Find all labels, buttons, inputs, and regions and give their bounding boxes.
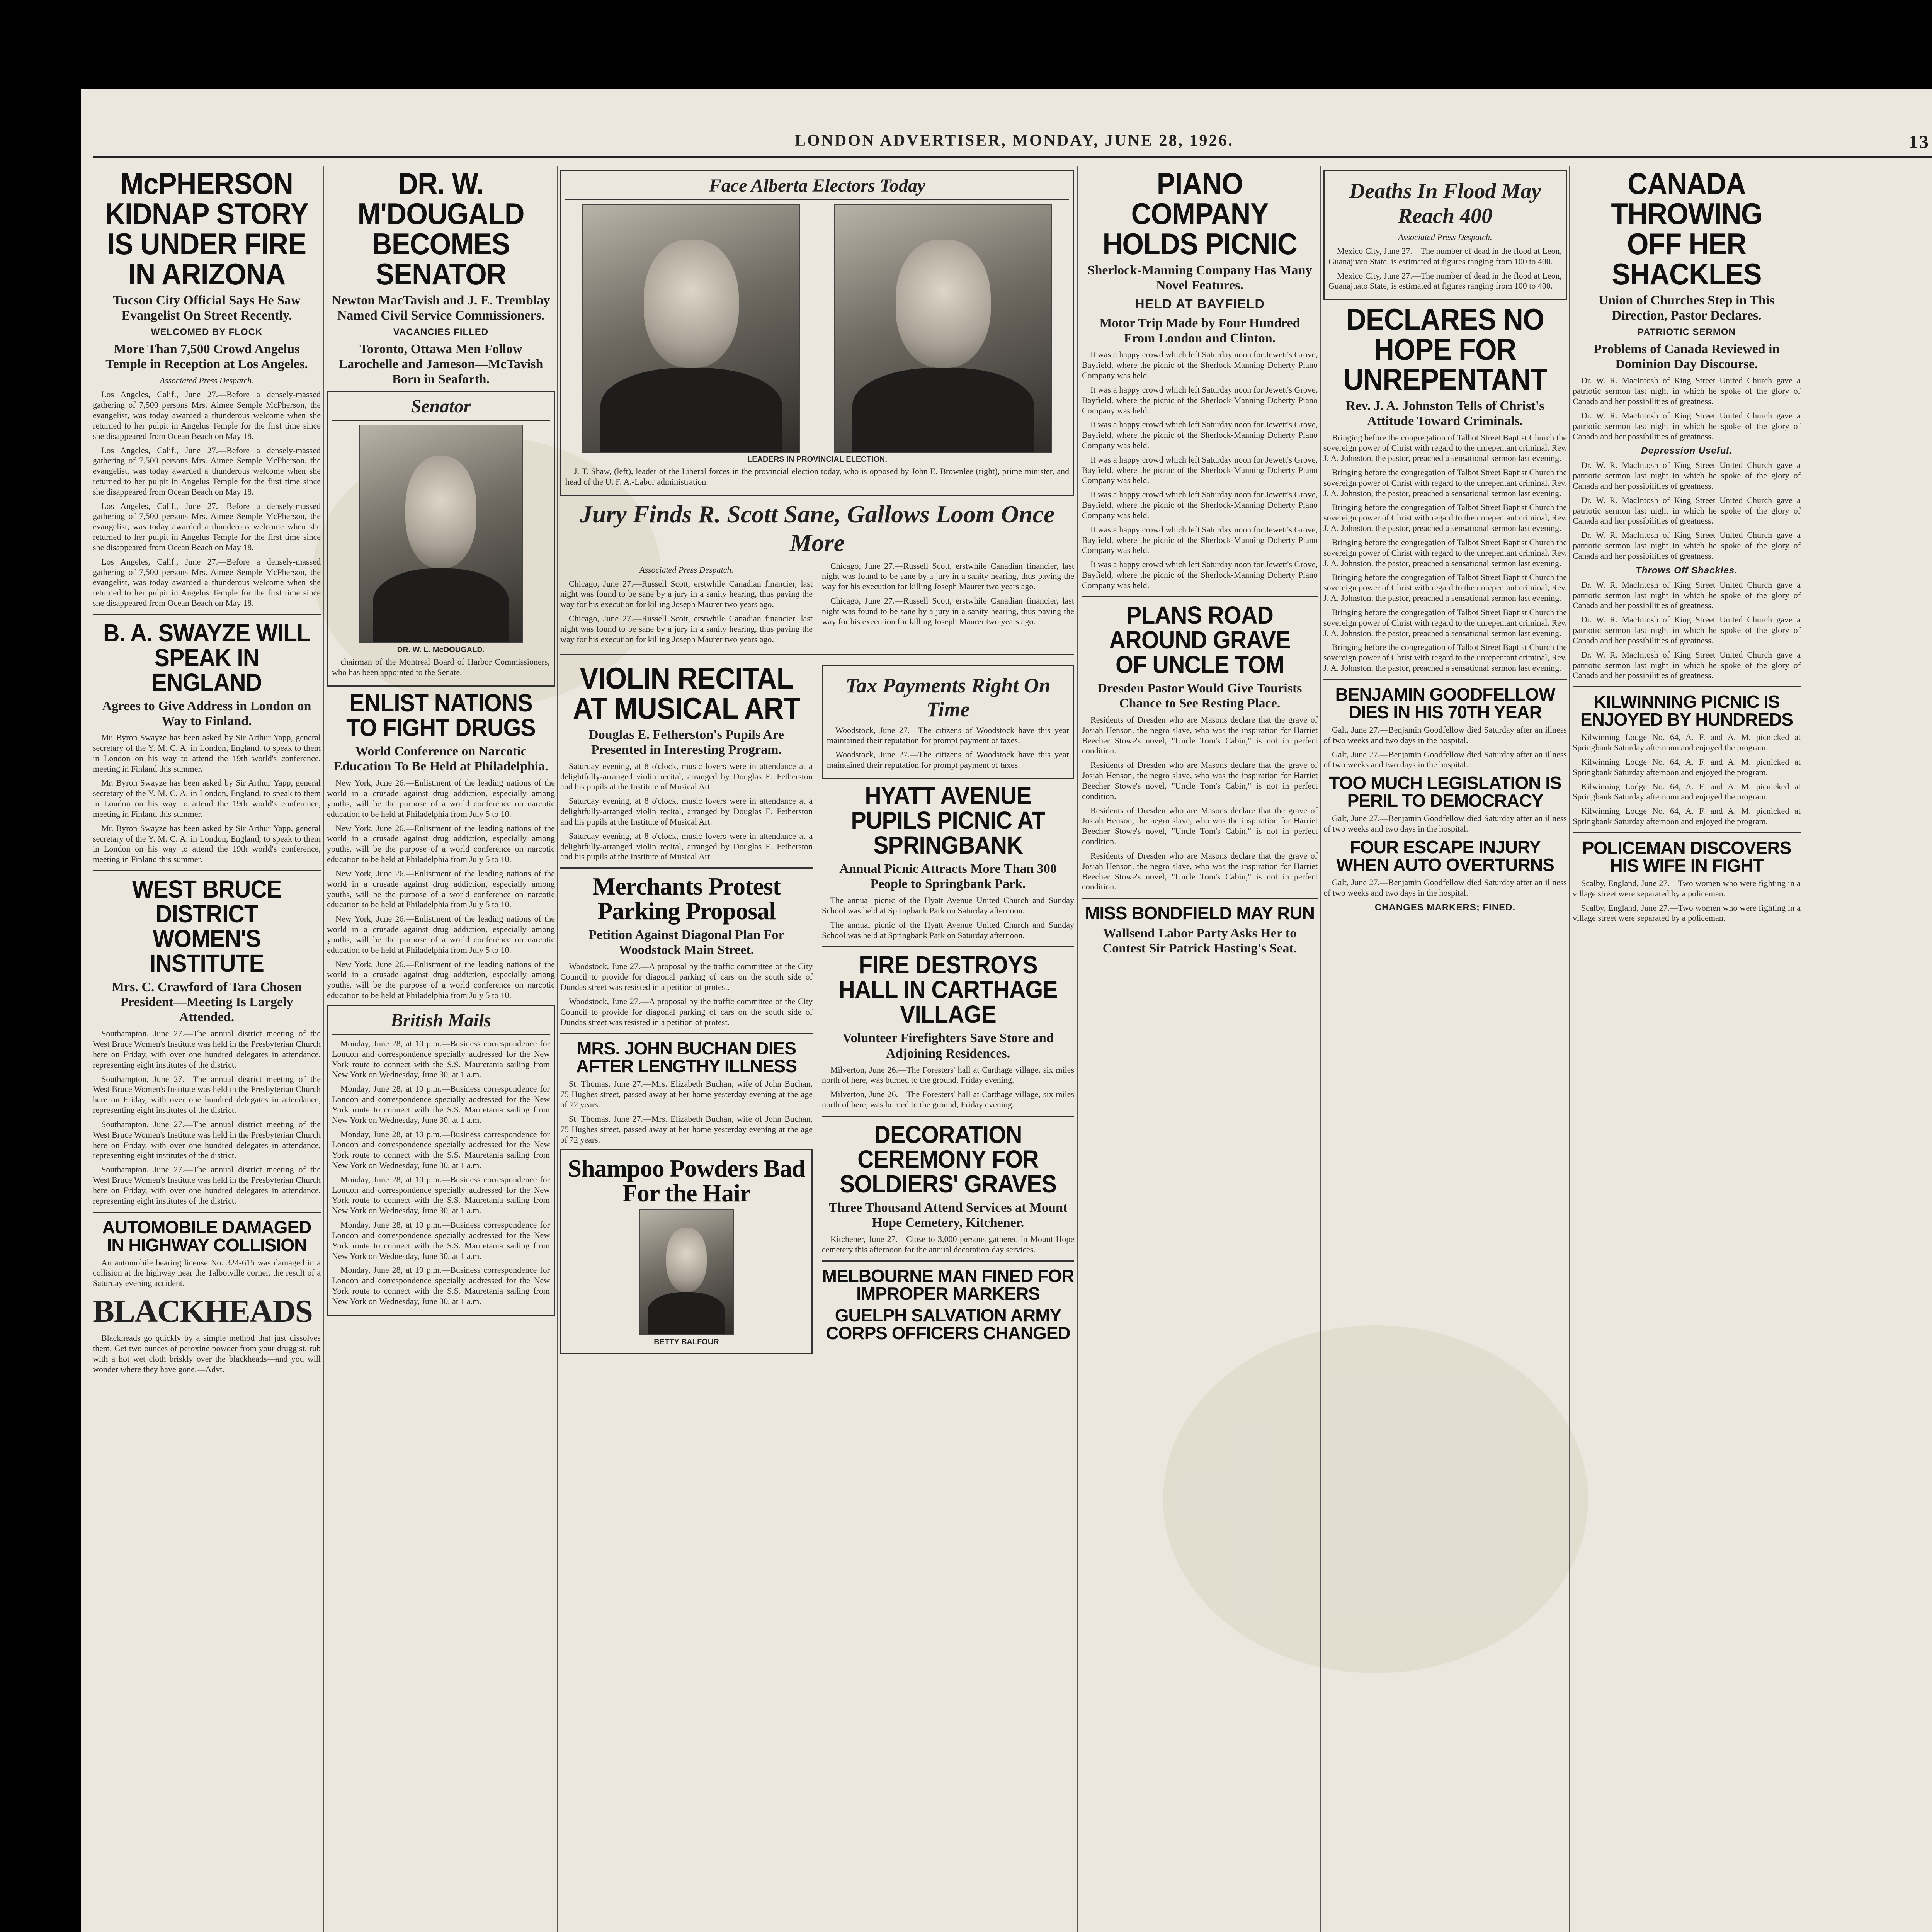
headline-swayze: B. A. SWAYZE WILL SPEAK IN ENGLAND (103, 619, 311, 696)
article-body: Kilwinning Lodge No. 64, A. F. and A. M. picnicked at Springbank Saturday afternoon and enjoyed the program. (1573, 757, 1801, 777)
column-6 (1323, 166, 1567, 1932)
article-body: Milverton, June 26.—The Foresters' hall at Carthage village, six miles north of here, was burned to the ground, Friday evening. (822, 1065, 1074, 1085)
column-7 (1573, 166, 1801, 1932)
headline-mcpherson: McPHERSON KIDNAP STORY IS UNDER FIRE IN ARIZONA (105, 167, 308, 291)
masthead-title: LONDON ADVERTISER, MONDAY, JUNE 28, 1926. (794, 132, 1234, 150)
headline-buchan: MRS. JOHN BUCHAN DIES AFTER LENGTHY ILLNESS (576, 1038, 797, 1077)
flood-box (1323, 170, 1567, 300)
headline-merchants: Merchants Protest Parking Proposal (592, 872, 781, 925)
article-body: New York, June 26.—Enlistment of the leading nations of the world in a crusade against drug addiction, especially among youths, will be the purpose of a world conference on narcotic education to be held at Philadelphia from July 5 to 10. (327, 823, 555, 864)
article-body: Dr. W. R. MacIntosh of King Street United Church gave a patriotic sermon last night in which he spoke of the glory of Canada and her possibilities of greatness. (1573, 580, 1801, 611)
article-body: Galt, June 27.—Benjamin Goodfellow died Saturday after an illness of two weeks and two days in the hospital. (1323, 877, 1567, 898)
article-body: Saturday evening, at 8 o'clock, music lovers were in attendance at a delightfully-arranged violin recital, arranged by Douglas E. Fetherston and his pupils at the Institute of Musical Art. (560, 761, 813, 792)
photo-text: chairman of the Montreal Board of Harbor Commissioners, who has been appointed to the Senate. (332, 657, 550, 677)
alberta-photos (565, 204, 1069, 453)
column-rule (323, 166, 324, 1932)
divider (822, 946, 1074, 947)
ad-blackheads-title: BLACKHEADS (93, 1293, 313, 1330)
article-body: Galt, June 27.—Benjamin Goodfellow died Saturday after an illness of two weeks and two days in the hospital. (1323, 724, 1567, 745)
article-body: Residents of Dresden who are Masons declare that the grave of Josiah Henson, the negro slave, who was the inspiration for Harriet Beecher Stowe's novel, "Uncle Tom's Cabin," is not in perfect condition. (1082, 714, 1318, 756)
divider (93, 614, 321, 615)
byline: Associated Press Despatch. (639, 565, 733, 575)
article-body: New York, June 26.—Enlistment of the leading nations of the world in a crusade against drug addiction, especially among youths, will be the purpose of a world conference on narcotic education to be held at Philadelphia from July 5 to 10. (327, 778, 555, 819)
headline-uncle-tom: PLANS ROAD AROUND GRAVE OF UNCLE TOM (1109, 601, 1291, 679)
alberta-caption: LEADERS IN PROVINCIAL ELECTION. (747, 455, 887, 464)
subhead-throws-off: Throws Off Shackles. (1636, 565, 1738, 576)
headline-fire: FIRE DESTROYS HALL IN CARTHAGE VILLAGE (838, 951, 1058, 1029)
article-body: Bringing before the congregation of Talbot Street Baptist Church the sovereign power of Christ with regard to the unrepentant criminal, Rev. J. A. Johnston, the pastor, preached a sensational sermon last evening. (1323, 572, 1567, 603)
scott-article (560, 561, 1074, 649)
mails-body: Monday, June 28, at 10 p.m.—Business correspondence for London and correspondence specially addressed for the New York route to connect with the S.S. Mauretania sailing from New York on Wednesday, June 30, at 1 a.m. (332, 1220, 550, 1261)
deck-merchants: Petition Against Diagonal Plan For Woodstock Main Street. (588, 928, 784, 957)
portrait-face (896, 240, 991, 368)
betty-balfour-caption: BETTY BALFOUR (654, 1338, 719, 1347)
masthead (81, 131, 1932, 155)
subhead-welcomed: WELCOMED BY FLOCK (151, 327, 263, 338)
photo-box-senator (327, 391, 555, 687)
deck2-mcdougald: Toronto, Ottawa Men Follow Larochelle and Jameson—McTavish Born in Seaforth. (338, 342, 543, 387)
lower-wide-section (560, 661, 1074, 1358)
portrait-shoulders (373, 568, 509, 642)
ad-blackheads-body: Blackheads go quickly by a simple method that just dissolves them. Get two ounces of peroxine powder from your druggist, rub with a hot wet cloth briskly over the blackheads—and you will wonder where they have gone.—Advt. (93, 1333, 321, 1374)
british-mails-box (327, 1005, 555, 1316)
headline-legislation: TOO MUCH LEGISLATION IS PERIL TO DEMOCRACY (1329, 773, 1561, 811)
headline-goodfellow: BENJAMIN GOODFELLOW DIES IN HIS 70TH YEAR (1335, 684, 1555, 722)
deck-west-bruce: Mrs. C. Crawford of Tara Chosen President—Meeting Is Largely Attended. (111, 980, 302, 1025)
article-body: It was a happy crowd which left Saturday noon for Jewett's Grove, Bayfield, where the picnic of the Sherlock-Manning Doherty Piano Company was held. (1082, 420, 1318, 450)
headline-markers: CHANGES MARKERS; FINED. (1374, 902, 1516, 913)
article-body: Chicago, June 27.—Russell Scott, erstwhile Canadian financier, last night was found to be sane by a jury in a sanity hearing, thus paving the way for his execution for killing Joseph Maurer two years ago. (560, 578, 813, 609)
subhead-bayfield: HELD AT BAYFIELD (1135, 297, 1265, 312)
mails-body: Monday, June 28, at 10 p.m.—Business correspondence for London and correspondence specially addressed for the New York route to connect with the S.S. Mauretania sailing from New York on Wednesday, June 30, at 1 a.m. (332, 1265, 550, 1306)
article-body: Dr. W. R. MacIntosh of King Street United Church gave a patriotic sermon last night in which he spoke of the glory of Canada and her possibilities of greatness. (1573, 495, 1801, 526)
deck-mcpherson: Tucson City Official Says He Saw Evangelist On Street Recently. (113, 293, 301, 323)
headline-piano: PIANO COMPANY HOLDS PICNIC (1102, 167, 1297, 261)
portrait-shaw (582, 204, 800, 453)
headline-guelph: GUELPH SALVATION ARMY CORPS OFFICERS CHANGED (826, 1305, 1070, 1343)
article-body: It was a happy crowd which left Saturday noon for Jewett's Grove, Bayfield, where the picnic of the Sherlock-Manning Doherty Piano Company was held. (1082, 524, 1318, 555)
article-body: New York, June 26.—Enlistment of the leading nations of the world in a crusade against drug addiction, especially among youths, will be the purpose of a world conference on narcotic education to be held at Philadelphia from July 5 to 10. (327, 959, 555, 1000)
article-body: An automobile bearing license No. 324-615 was damaged in a collision at the highway near the Talbotville corner, the result of a Saturday evening accident. (93, 1257, 321, 1288)
article-body: Kilwinning Lodge No. 64, A. F. and A. M. picnicked at Springbank Saturday afternoon and enjoyed the program. (1573, 732, 1801, 753)
divider (560, 654, 1074, 655)
divider (1573, 686, 1801, 687)
deck-uncle-tom: Dresden Pastor Would Give Tourists Chance to See Resting Place. (1097, 681, 1302, 711)
article-body: Los Angeles, Calif., June 27.—Before a densely-massed gathering of 7,500 persons Mrs. Aimee Semple McPherson, the evangelist, was today awarded a thunderous welcome when she returned to her pulpit in Angelus Temple for the first time since she disappeared from Ocean Beach on May 18. (93, 445, 321, 497)
article-body: Galt, June 27.—Benjamin Goodfellow died Saturday after an illness of two weeks and two days in the hospital. (1323, 813, 1567, 834)
column-rule (1569, 166, 1570, 1932)
article-body: Southampton, June 27.—The annual district meeting of the West Bruce Women's Institute was held in the Presbyterian Church here on Friday, with over one hundred delegates in attendance, representing eight institutes of the district. (93, 1029, 321, 1070)
article-body: Scalby, England, June 27.—Two women who were fighting in a village street were separated by a policeman. (1573, 903, 1801, 923)
masthead-rule (93, 156, 1932, 158)
article-body: Woodstock, June 27.—The citizens of Woodstock have this year maintained their reputation for prompt payment of taxes. (827, 750, 1069, 770)
page-number: 13 (1908, 132, 1930, 152)
wide-col-left (560, 661, 813, 1358)
article-body: It was a happy crowd which left Saturday noon for Jewett's Grove, Bayfield, where the picnic of the Sherlock-Manning Doherty Piano Company was held. (1082, 560, 1318, 590)
article-body: Scalby, England, June 27.—Two women who were fighting in a village street were separated by a policeman. (1573, 878, 1801, 898)
article-body: Galt, June 27.—Benjamin Goodfellow died Saturday after an illness of two weeks and two days in the hospital. (1323, 749, 1567, 770)
headline-scott-sane: Jury Finds R. Scott Sane, Gallows Loom Once More (580, 500, 1055, 556)
article-body: Chicago, June 27.—Russell Scott, erstwhile Canadian financier, last night was found to be sane by a jury in a sanity hearing, thus paving the way for his execution for killing Joseph Maurer two years ago. (822, 561, 1074, 592)
portrait-shoulders (852, 368, 1034, 452)
deck-fire: Volunteer Firefighters Save Store and Adjoining Residences. (842, 1031, 1054, 1061)
article-body: Bringing before the congregation of Talbot Street Baptist Church the sovereign power of Christ with regard to the unrepentant criminal, Rev. J. A. Johnston, the pastor, preached a sensational sermon last evening. (1323, 607, 1567, 638)
byline: Associated Press Despatch. (160, 376, 254, 386)
deck2-piano: Motor Trip Made by Four Hundred From London and Clinton. (1099, 316, 1300, 346)
article-body: Residents of Dresden who are Masons declare that the grave of Josiah Henson, the negro slave, who was the inspiration for Harriet Beecher Stowe's novel, "Uncle Tom's Cabin," is not in perfect condition. (1082, 850, 1318, 892)
column-1 (93, 166, 321, 1932)
photo-caption: DR. W. L. McDOUGALD. (397, 646, 485, 655)
article-body: Mexico City, June 27.—The number of dead in the flood at Leon, Guanajuato State, is estimated at figures ranging from 100 to 400. (1328, 270, 1562, 291)
deck-bondfield: Wallsend Labor Party Asks Her to Contest Sir Patrick Hasting's Seat. (1102, 926, 1297, 956)
newspaper-page (81, 89, 1932, 1932)
mails-body: Monday, June 28, at 10 p.m.—Business correspondence for London and correspondence specially addressed for the New York route to connect with the S.S. Mauretania sailing from New York on Wednesday, June 30, at 1 a.m. (332, 1129, 550, 1170)
mails-body: Monday, June 28, at 10 p.m.—Business correspondence for London and correspondence specially addressed for the New York route to connect with the S.S. Mauretania sailing from New York on Wednesday, June 30, at 1 a.m. (332, 1038, 550, 1080)
article-body: Mexico City, June 27.—The number of dead in the flood at Leon, Guanajuato State, is estimated at figures ranging from 100 to 400. (1328, 246, 1562, 266)
article-body: Dr. W. R. MacIntosh of King Street United Church gave a patriotic sermon last night in which he spoke of the glory of Canada and her possibilities of greatness. (1573, 615, 1801, 645)
wide-col-right (822, 661, 1074, 1358)
article-body: Southampton, June 27.—The annual district meeting of the West Bruce Women's Institute was held in the Presbyterian Church here on Friday, with over one hundred delegates in attendance, representing eight institutes of the district. (93, 1119, 321, 1160)
divider (1082, 898, 1318, 899)
article-body: Southampton, June 27.—The annual district meeting of the West Bruce Women's Institute was held in the Presbyterian Church here on Friday, with over one hundred delegates in attendance, representing eight institutes of the district. (93, 1074, 321, 1115)
shampoo-headline: Shampoo Powders Bad For the Hair (568, 1155, 805, 1207)
scott-col-a (560, 561, 813, 649)
headline-melbourne: MELBOURNE MAN FINED FOR IMPROPER MARKERS (822, 1265, 1074, 1304)
article-body: Kilwinning Lodge No. 64, A. F. and A. M. picnicked at Springbank Saturday afternoon and enjoyed the program. (1573, 781, 1801, 802)
article-body: Bringing before the congregation of Talbot Street Baptist Church the sovereign power of Christ with regard to the unrepentant criminal, Rev. J. A. Johnston, the pastor, preached a sensational sermon last evening. (1323, 642, 1567, 673)
divider (822, 1116, 1074, 1117)
article-body: Woodstock, June 27.—A proposal by the traffic committee of the City Council to provide for diagonal parking of cars on the south side of Dundas street was resisted in a petition of protest. (560, 961, 813, 992)
article-body: Woodstock, June 27.—A proposal by the traffic committee of the City Council to provide for diagonal parking of cars on the south side of Dundas street was resisted in a petition of protest. (560, 996, 813, 1027)
deck-enlist-nations: World Conference on Narcotic Education To Be Held at Philadelphia. (333, 744, 548, 774)
mails-body: Monday, June 28, at 10 p.m.—Business correspondence for London and correspondence specially addressed for the New York route to connect with the S.S. Mauretania sailing from New York on Wednesday, June 30, at 1 a.m. (332, 1174, 550, 1216)
deck-mcdougald: Newton MacTavish and J. E. Tremblay Named Civil Service Commissioners. (332, 293, 550, 323)
portrait-face (405, 456, 477, 568)
article-body: Chicago, June 27.—Russell Scott, erstwhile Canadian financier, last night was found to be sane by a jury in a sanity hearing, thus paving the way for his execution for killing Joseph Maurer two years ago. (560, 614, 813, 644)
headline-canada-shackles: CANADA THROWING OFF HER SHACKLES (1611, 167, 1762, 291)
portrait-face (666, 1228, 707, 1292)
portrait-face (644, 240, 739, 368)
article-body: The annual picnic of the Hyatt Avenue United Church and Sunday School was held at Springbank Park on Saturday afternoon. (822, 895, 1074, 915)
british-mails-title: British Mails (332, 1010, 550, 1035)
article-body: Saturday evening, at 8 o'clock, music lovers were in attendance at a delightfully-arranged violin recital, arranged by Douglas E. Fetherston and his pupils at the Institute of Musical Art. (560, 796, 813, 827)
article-body: Dr. W. R. MacIntosh of King Street United Church gave a patriotic sermon last night in which he spoke of the glory of Canada and her possibilities of greatness. (1573, 410, 1801, 441)
divider (560, 867, 813, 869)
article-body: Dr. W. R. MacIntosh of King Street United Church gave a patriotic sermon last night in which he spoke of the glory of Canada and her possibilities of greatness. (1573, 530, 1801, 561)
deck2-mcpherson: More Than 7,500 Crowd Angelus Temple in Reception at Los Angeles. (105, 342, 308, 372)
divider (93, 870, 321, 871)
shampoo-ad (560, 1149, 813, 1354)
article-body: Bringing before the congregation of Talbot Street Baptist Church the sovereign power of Christ with regard to the unrepentant criminal, Rev. J. A. Johnston, the pastor, preached a sensational sermon last evening. (1323, 432, 1567, 463)
subhead-patriotic: PATRIOTIC SERMON (1638, 327, 1736, 338)
article-body: New York, June 26.—Enlistment of the leading nations of the world in a crusade against drug addiction, especially among youths, will be the purpose of a world conference on narcotic education to be held at Philadelphia from July 5 to 10. (327, 914, 555, 955)
article-body: Los Angeles, Calif., June 27.—Before a densely-massed gathering of 7,500 persons Mrs. Aimee Semple McPherson, the evangelist, was today awarded a thunderous welcome when she returned to her pulpit in Angelus Temple for the first time since she disappeared from Ocean Beach on May 18. (93, 556, 321, 608)
column-rule (557, 166, 558, 1932)
deck-no-hope: Rev. J. A. Johnston Tells of Christ's Attitude Toward Criminals. (1346, 399, 1544, 429)
byline: Associated Press Despatch. (1398, 232, 1492, 242)
column-rule (1077, 166, 1078, 1932)
portrait-brownlee (834, 204, 1052, 453)
headline-enlist-nations: ENLIST NATIONS TO FIGHT DRUGS (346, 689, 536, 742)
article-body: Mr. Byron Swayze has been asked by Sir Arthur Yapp, general secretary of the Y. M. C. A. in London, England, to speak to them in London on his way to attend the 19th world's conference, meeting in Finland this summer. (93, 823, 321, 864)
article-body: Southampton, June 27.—The annual district meeting of the West Bruce Women's Institute was held in the Presbyterian Church here on Friday, with over one hundred delegates in attendance, representing eight institutes of the district. (93, 1165, 321, 1206)
column-2 (327, 166, 555, 1932)
portrait-shoulders (600, 368, 782, 452)
subhead-vacancies: VACANCIES FILLED (393, 327, 489, 338)
article-body: It was a happy crowd which left Saturday noon for Jewett's Grove, Bayfield, where the picnic of the Sherlock-Manning Doherty Piano Company was held. (1082, 384, 1318, 415)
column-5 (1082, 166, 1318, 1932)
headline-bondfield: MISS BONDFIELD MAY RUN (1085, 903, 1315, 923)
article-body: Woodstock, June 27.—The citizens of Woodstock have this year maintained their reputation for prompt payment of taxes. (827, 725, 1069, 745)
alberta-box-title: Face Alberta Electors Today (565, 175, 1069, 200)
deck-hyatt: Annual Picnic Attracts More Than 300 People to Springbank Park. (839, 861, 1057, 891)
divider (93, 1212, 321, 1213)
article-body: St. Thomas, June 27.—Mrs. Elizabeth Buchan, wife of John Buchan, 75 Hughes street, passed away at her home yesterday evening at the age of 72 years. (560, 1079, 813, 1110)
headline-west-bruce: WEST BRUCE DISTRICT WOMEN'S INSTITUTE (132, 875, 282, 978)
headline-policeman: POLICEMAN DISCOVERS HIS WIFE IN FIGHT (1582, 837, 1791, 876)
deck-violin: Douglas E. Fetherston's Pupils Are Presented in Interesting Program. (589, 727, 784, 757)
headline-violin: VIOLIN RECITAL AT MUSICAL ART (573, 661, 800, 725)
article-body: Dr. W. R. MacIntosh of King Street United Church gave a patriotic sermon last night in which he spoke of the glory of Canada and her possibilities of greatness. (1573, 376, 1801, 406)
headline-no-hope: DECLARES NO HOPE FOR UNREPENTANT (1343, 302, 1547, 397)
divider (822, 1260, 1074, 1262)
article-body: It was a happy crowd which left Saturday noon for Jewett's Grove, Bayfield, where the picnic of the Sherlock-Manning Doherty Piano Company was held. (1082, 350, 1318, 381)
article-body: Los Angeles, Calif., June 27.—Before a densely-massed gathering of 7,500 persons Mrs. Aimee Semple McPherson, the evangelist, was today awarded a thunderous welcome when she returned to her pulpit in Angelus Temple for the first time since she disappeared from Ocean Beach on May 18. (93, 501, 321, 552)
divider (560, 1033, 813, 1034)
article-body: New York, June 26.—Enlistment of the leading nations of the world in a crusade against drug addiction, especially among youths, will be the purpose of a world conference on narcotic education to be held at Philadelphia from July 5 to 10. (327, 868, 555, 910)
article-body: Mr. Byron Swayze has been asked by Sir Arthur Yapp, general secretary of the Y. M. C. A. in London, England, to speak to them in London on his way to attend the 19th world's conference, meeting in Finland this summer. (93, 778, 321, 819)
alberta-text: J. T. Shaw, (left), leader of the Liberal forces in the provincial election today, who is opposed by John E. Brownlee (right), prime minister, and head of the U. F. A.-Labor administration. (565, 466, 1069, 486)
article-body: Chicago, June 27.—Russell Scott, erstwhile Canadian financier, last night was found to be sane by a jury in a sanity hearing, thus paving the way for his execution for killing Joseph Maurer two years ago. (822, 596, 1074, 626)
alberta-photo-box (560, 170, 1074, 496)
article-body: Bringing before the congregation of Talbot Street Baptist Church the sovereign power of Christ with regard to the unrepentant criminal, Rev. J. A. Johnston, the pastor, preached a sensational sermon last evening. (1323, 502, 1567, 533)
headline-hyatt: HYATT AVENUE PUPILS PICNIC AT SPRINGBANK (851, 781, 1045, 859)
mails-body: Monday, June 28, at 10 p.m.—Business correspondence for London and correspondence specially addressed for the New York route to connect with the S.S. Mauretania sailing from New York on Wednesday, June 30, at 1 a.m. (332, 1084, 550, 1125)
deck-canada: Union of Churches Step in This Direction, Pastor Declares. (1599, 293, 1775, 323)
article-body: The annual picnic of the Hyatt Avenue United Church and Sunday School was held at Springbank Park on Saturday afternoon. (822, 920, 1074, 940)
article-body: It was a happy crowd which left Saturday noon for Jewett's Grove, Bayfield, where the picnic of the Sherlock-Manning Doherty Piano Company was held. (1082, 490, 1318, 520)
deck-decoration: Three Thousand Attend Services at Mount Hope Cemetery, Kitchener. (828, 1200, 1068, 1230)
divider (1573, 832, 1801, 833)
article-body: Los Angeles, Calif., June 27.—Before a densely-massed gathering of 7,500 persons Mrs. Aimee Semple McPherson, the evangelist, was today awarded a thunderous welcome when she returned to her pulpit in Angelus Temple for the first time since she disappeared from Ocean Beach on May 18. (93, 389, 321, 441)
article-body: Residents of Dresden who are Masons declare that the grave of Josiah Henson, the negro slave, who was the inspiration for Harriet Beecher Stowe's novel, "Uncle Tom's Cabin," is not in perfect condition. (1082, 805, 1318, 847)
article-body: Dr. W. R. MacIntosh of King Street United Church gave a patriotic sermon last night in which he spoke of the glory of Canada and her possibilities of greatness. (1573, 650, 1801, 680)
article-body: It was a happy crowd which left Saturday noon for Jewett's Grove, Bayfield, where the picnic of the Sherlock-Manning Doherty Piano Company was held. (1082, 454, 1318, 485)
portrait-mcdougald (359, 425, 523, 643)
portrait-shoulders (648, 1292, 726, 1334)
headline-mcdougald: DR. W. M'DOUGALD BECOMES SENATOR (357, 167, 524, 291)
deck-piano: Sherlock-Manning Company Has Many Novel Features. (1087, 263, 1312, 293)
headline-auto-damaged: AUTOMOBILE DAMAGED IN HIGHWAY COLLISION (102, 1217, 311, 1255)
divider (1082, 596, 1318, 597)
headline-tax: Tax Payments Right On Time (845, 673, 1051, 721)
article-body: Residents of Dresden who are Masons declare that the grave of Josiah Henson, the negro slave, who was the inspiration for Harriet Beecher Stowe's novel, "Uncle Tom's Cabin," is not in perfect condition. (1082, 760, 1318, 801)
headline-four-escape: FOUR ESCAPE INJURY WHEN AUTO OVERTURNS (1336, 837, 1554, 875)
scott-col-b (822, 561, 1074, 649)
deck2-canada: Problems of Canada Reviewed in Dominion Day Discourse. (1594, 342, 1780, 372)
column-3 (560, 166, 1074, 1932)
article-body: Kilwinning Lodge No. 64, A. F. and A. M. picnicked at Springbank Saturday afternoon and enjoyed the program. (1573, 806, 1801, 827)
article-body: Bringing before the congregation of Talbot Street Baptist Church the sovereign power of Christ with regard to the unrepentant criminal, Rev. J. A. Johnston, the pastor, preached a sensational sermon last evening. (1323, 467, 1567, 498)
article-body: St. Thomas, June 27.—Mrs. Elizabeth Buchan, wife of John Buchan, 75 Hughes street, passed away at her home yesterday evening at the age of 72 years. (560, 1114, 813, 1145)
subhead-depression: Depression Useful. (1641, 446, 1732, 456)
article-body: Milverton, June 26.—The Foresters' hall at Carthage village, six miles north of here, was burned to the ground, Friday evening. (822, 1089, 1074, 1110)
photo-box-title: Senator (332, 396, 550, 421)
headline-kilwinning: KILWINNING PICNIC IS ENJOYED BY HUNDREDS (1580, 692, 1793, 730)
deck-swayze: Agrees to Give Address in London on Way to Finland. (102, 699, 311, 729)
article-body: Saturday evening, at 8 o'clock, music lovers were in attendance at a delightfully-arranged violin recital, arranged by Douglas E. Fetherston and his pupils at the Institute of Musical Art. (560, 831, 813, 862)
betty-balfour-photo (639, 1209, 734, 1335)
column-rule (1320, 166, 1321, 1932)
article-body: Kitchener, June 27.—Close to 3,000 persons gathered in Mount Hope cemetery this afternoon for the annual decoration day services. (822, 1234, 1074, 1254)
headline-flood: Deaths In Flood May Reach 400 (1349, 179, 1541, 228)
article-body: Bringing before the congregation of Talbot Street Baptist Church the sovereign power of Christ with regard to the unrepentant criminal, Rev. J. A. Johnston, the pastor, preached a sensational sermon last evening. (1323, 537, 1567, 568)
divider (1323, 679, 1567, 680)
tax-payments-box (822, 665, 1074, 779)
article-body: Dr. W. R. MacIntosh of King Street United Church gave a patriotic sermon last night in which he spoke of the glory of Canada and her possibilities of greatness. (1573, 460, 1801, 491)
article-body: Mr. Byron Swayze has been asked by Sir Arthur Yapp, general secretary of the Y. M. C. A. in London, England, to speak to them in London on his way to attend the 19th world's conference, meeting in Finland this summer. (93, 733, 321, 774)
headline-decoration: DECORATION CEREMONY FOR SOLDIERS' GRAVES (840, 1120, 1056, 1198)
